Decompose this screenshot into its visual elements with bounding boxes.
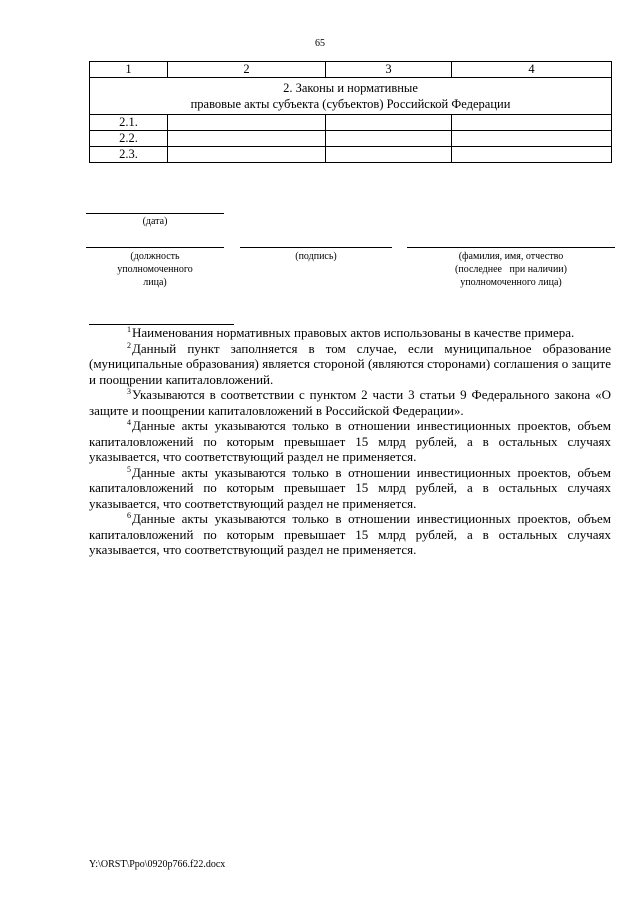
position-line bbox=[86, 247, 224, 248]
name-label bbox=[407, 250, 615, 289]
header-cell: 1 bbox=[90, 62, 168, 78]
signature-label: (подпись) bbox=[295, 251, 337, 262]
row-number: 2.2. bbox=[90, 131, 168, 147]
table-cell bbox=[452, 115, 612, 131]
position-label bbox=[86, 250, 224, 289]
table-cell bbox=[326, 115, 452, 131]
position-label-line: (должность bbox=[130, 251, 180, 262]
date-line bbox=[86, 213, 224, 214]
footnote bbox=[89, 418, 611, 465]
table-row bbox=[90, 115, 612, 131]
footnote-text: Данный пункт заполняется в том случае, если муниципальное образование (муниципальные образования) является стороной (являются сторонами) соглашения о защите и поощрении капиталовложений. bbox=[89, 340, 611, 387]
footnote bbox=[89, 387, 611, 418]
table-cell bbox=[168, 115, 326, 131]
table-cell bbox=[326, 147, 452, 163]
header-cell: 3 bbox=[326, 62, 452, 78]
name-label-line: (фамилия, имя, отчество bbox=[458, 251, 564, 262]
name-label-line: (последнее при наличии) bbox=[455, 264, 567, 275]
footnote-text: Данные акты указываются только в отношении инвестиционных проектов, объем капиталовложений по которым превышает 15 млрд рублей, а в остальных случаях указывается, что соответствующий раздел не применяется. bbox=[89, 418, 611, 464]
name-line bbox=[407, 247, 615, 248]
acts-table bbox=[89, 61, 612, 163]
header-cell: 2 bbox=[168, 62, 326, 78]
footnote-mark: 4 bbox=[127, 418, 131, 427]
footnote-mark: 6 bbox=[127, 511, 131, 520]
footnote-text: Наименования нормативных правовых актов использованы в качестве примера. bbox=[132, 325, 575, 340]
footnote-mark: 3 bbox=[127, 387, 131, 396]
page-number: 65 bbox=[315, 38, 325, 49]
footnote-mark: 5 bbox=[127, 464, 131, 474]
footnote bbox=[89, 511, 611, 558]
header-cell: 4 bbox=[452, 62, 612, 78]
footnote-mark: 1 bbox=[127, 325, 131, 334]
footnote bbox=[89, 325, 611, 341]
footnotes bbox=[89, 325, 611, 558]
file-path: Y:\ORST\Ppo\0920p766.f22.docx bbox=[89, 859, 226, 870]
row-number: 2.1. bbox=[90, 115, 168, 131]
footnote-text: Указываются в соответствии с пунктом 2 части 3 статьи 9 Федерального закона «О защите и поощрении капиталовложений в Российской Федерации». bbox=[89, 387, 611, 418]
table-cell bbox=[326, 131, 452, 147]
table-row bbox=[90, 131, 612, 147]
signature-line bbox=[240, 247, 392, 248]
footnote-text: Данные акты указываются только в отношении инвестиционных проектов, объем капиталовложений по которым превышает 15 млрд рублей, а в остальных случаях указывается, что соответствующий раздел не применяется. bbox=[89, 464, 611, 511]
footnote-text: Данные акты указываются только в отношении инвестиционных проектов, объем капиталовложений по которым превышает 15 млрд рублей, а в остальных случаях указывается, что соответствующий раздел не применяется. bbox=[89, 511, 611, 557]
name-label-line: уполномоченного лица) bbox=[460, 277, 562, 288]
footnote-mark: 2 bbox=[127, 340, 131, 350]
position-label-line: лица) bbox=[143, 277, 167, 288]
footnote bbox=[89, 465, 611, 512]
table-row bbox=[90, 147, 612, 163]
table-cell bbox=[452, 131, 612, 147]
row-number: 2.3. bbox=[90, 147, 168, 163]
section-title-line: правовые акты субъекта (субъектов) Российской Федерации bbox=[190, 97, 511, 111]
date-label: (дата) bbox=[142, 216, 168, 227]
section-title bbox=[90, 78, 612, 115]
table-cell bbox=[168, 147, 326, 163]
table-cell bbox=[452, 147, 612, 163]
section-title-line: 2. Законы и нормативные bbox=[283, 81, 418, 95]
section-title-row bbox=[90, 78, 612, 115]
table-header-row bbox=[90, 62, 612, 78]
footnote bbox=[89, 341, 611, 388]
table-cell bbox=[168, 131, 326, 147]
position-label-line: уполномоченного bbox=[117, 264, 193, 275]
